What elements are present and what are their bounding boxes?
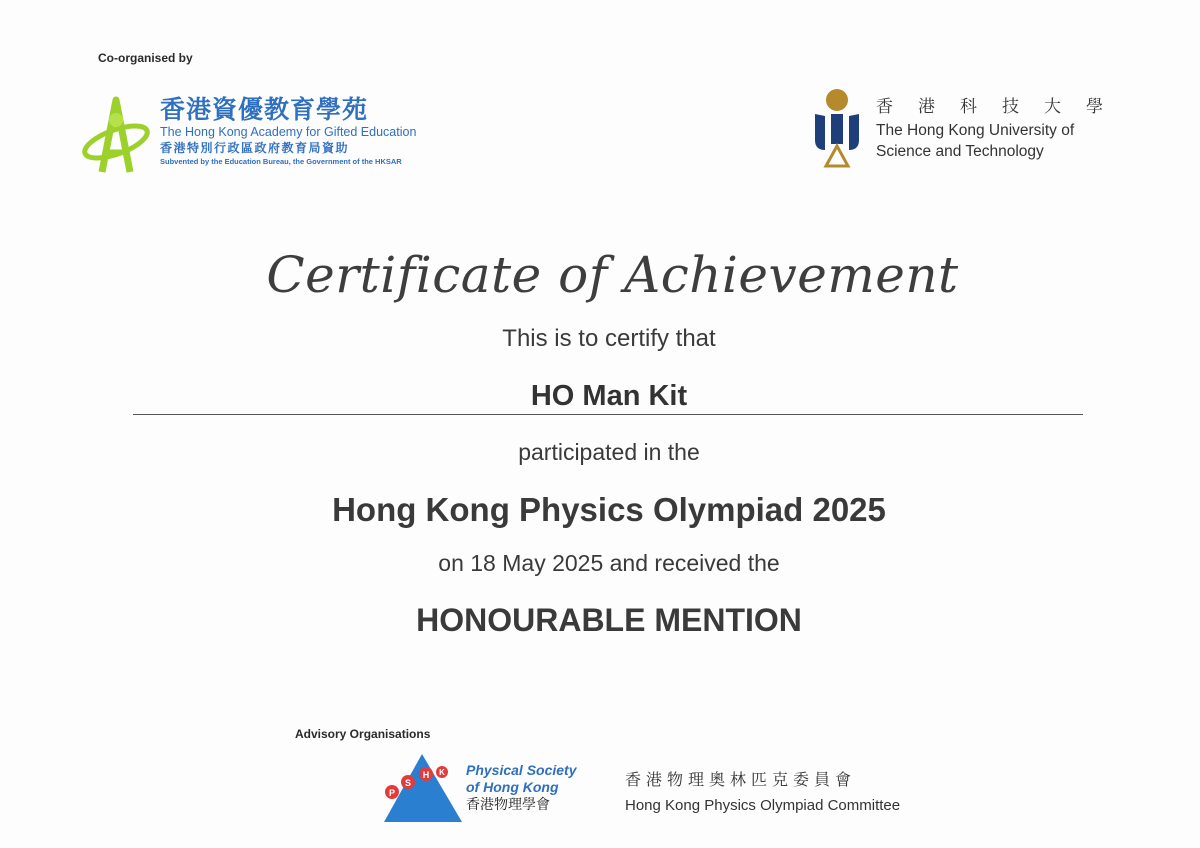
co-organised-label: Co-organised by bbox=[98, 51, 193, 65]
participated-line: participated in the bbox=[518, 439, 700, 465]
hkust-name-en-line1: The Hong Kong University of bbox=[876, 122, 1075, 139]
psh-name-cn: 香港物理學會 bbox=[466, 797, 550, 813]
name-underline bbox=[133, 414, 1083, 415]
hkage-subvention-cn: 香港特別行政區政府教育局資助 bbox=[160, 141, 350, 155]
psh-logo-letter-s: S bbox=[404, 778, 412, 788]
psh-logo bbox=[380, 752, 465, 824]
psh-name-en-line2: of Hong Kong bbox=[466, 779, 559, 795]
hkpoc-name-cn: 香港物理奧林匹克委員會 bbox=[625, 770, 857, 789]
hkpoc-name-block bbox=[625, 769, 900, 817]
certificate-title: Certificate of Achievement bbox=[266, 246, 959, 304]
psh-logo-letter-p: P bbox=[388, 788, 396, 798]
award-title: HONOURABLE MENTION bbox=[416, 602, 802, 638]
psh-name-block bbox=[466, 762, 577, 814]
hkage-logo bbox=[82, 92, 152, 176]
hkage-name-cn: 香港資優教育學苑 bbox=[160, 95, 369, 124]
hkage-subvention-en: Subvented by the Education Bureau, the Government of the HKSAR bbox=[160, 157, 402, 166]
psh-logo-letter-k: K bbox=[439, 768, 445, 777]
hkust-name-en-line2: Science and Technology bbox=[876, 143, 1044, 160]
hkust-logo bbox=[812, 88, 862, 168]
certify-line: This is to certify that bbox=[502, 325, 716, 352]
date-line: on 18 May 2025 and received the bbox=[438, 550, 780, 576]
hkpoc-name-en: Hong Kong Physics Olympiad Committee bbox=[625, 797, 901, 814]
hkust-name-block bbox=[876, 96, 1128, 162]
advisory-label: Advisory Organisations bbox=[295, 727, 431, 741]
psh-name-en-line1: Physical Society bbox=[466, 762, 577, 778]
hkust-name-cn: 香港科技大學 bbox=[876, 97, 1128, 117]
hkage-name-en: The Hong Kong Academy for Gifted Education bbox=[160, 125, 417, 139]
hkage-name-block bbox=[160, 96, 416, 167]
recipient-name: HO Man Kit bbox=[530, 380, 688, 412]
event-name: Hong Kong Physics Olympiad 2025 bbox=[332, 491, 886, 528]
psh-logo-letter-h: H bbox=[422, 770, 430, 780]
